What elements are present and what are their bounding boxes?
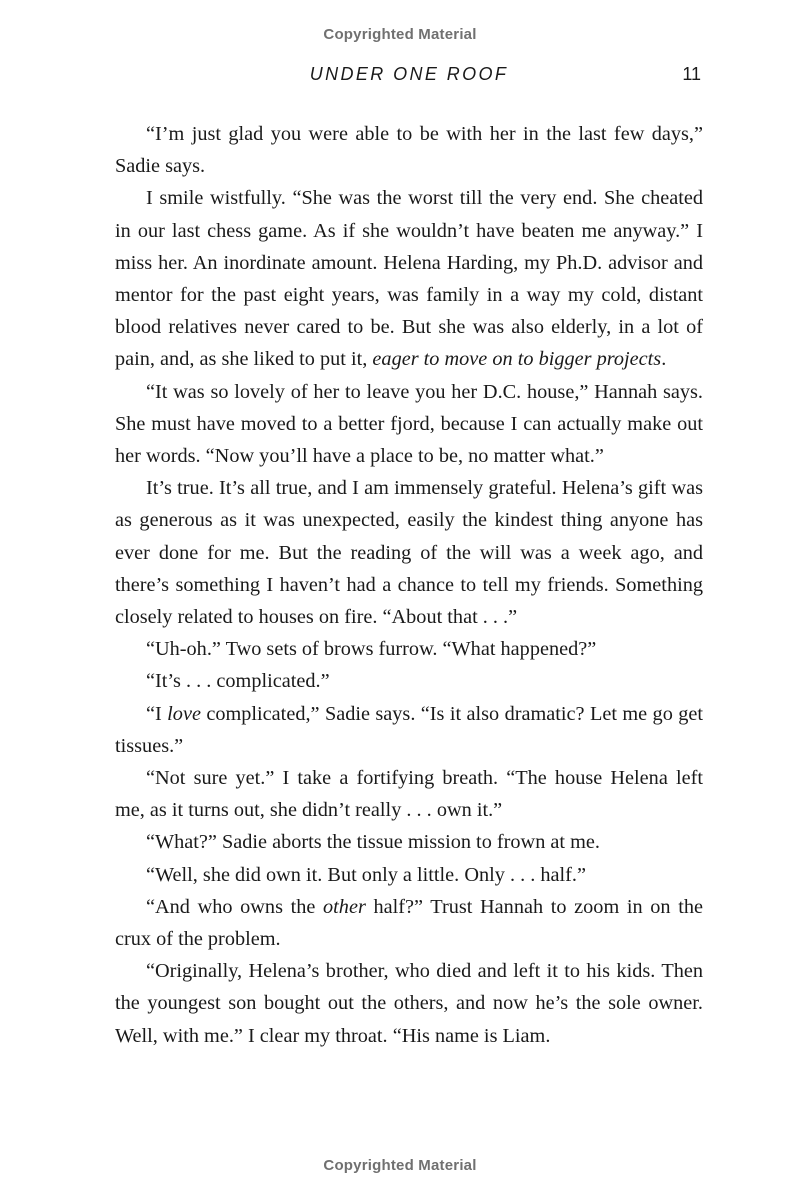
paragraph [115, 955, 703, 1052]
paragraph [115, 826, 703, 858]
running-head [115, 64, 703, 90]
italic-text-run: eager to move on to bigger projects [372, 348, 662, 371]
text-run: . [661, 348, 667, 371]
text-run: “And who owns the [146, 895, 324, 918]
text-run: I smile wistfully. “She was the worst till the very end. She cheated in our last chess game. As if she wouldn’t have beaten me anyway.” I miss her. An inordinate amount. Helena Harding, my Ph.D. advisor and mentor for the past eight years, was family in a way my cold, distant blood relatives never cared to be. But she was also elderly, in a lot of pain, and, as she liked to put it, [115, 187, 703, 371]
paragraph [115, 698, 703, 762]
text-run: half?” Trust Hannah to zoom in on the crux of the problem. [115, 895, 703, 951]
copyright-watermark-top: Copyrighted Material [323, 26, 477, 43]
paragraph [115, 182, 703, 375]
text-run: complicated,” Sadie says. “Is it also dramatic? Let me go get tissues.” [115, 702, 704, 757]
book-title: UNDER ONE ROOF [309, 64, 509, 84]
text-run: “Originally, Helena’s brother, who died and left it to his kids. Then the youngest son bought out the others, and now he’s the sole owner. Well, with me.” I clear my throat. “His name is Liam. [115, 960, 703, 1047]
paragraph [115, 118, 703, 182]
text-run: “It was so lovely of her to leave you her D.C. house,” Hannah says. She must have moved to a better fjord, because I can actually make out her words. “Now you’ll have a place to be, no matter what.” [115, 380, 703, 468]
text-run: “Not sure yet.” I take a fortifying breath. “The house Helena left me, as it turns out, she didn’t really . . . own it.” [115, 767, 703, 822]
text-run: It’s true. It’s all true, and I am immensely grateful. Helena’s gift was as generous as it was unexpected, easily the kindest thing anyone has ever done for me. But the reading of the will was a week ago, and there’s something I haven’t had a chance to tell my friends. Something closely related to houses on fire. “About that . . .” [115, 477, 703, 629]
text-run: “Uh-oh.” Two sets of brows furrow. “What happened?” [146, 638, 597, 661]
paragraph [115, 376, 703, 473]
paragraph [115, 859, 703, 891]
text-run: “What?” Sadie aborts the tissue mission to frown at me. [146, 831, 600, 854]
copyright-watermark-bottom: Copyrighted Material [323, 1157, 477, 1174]
italic-text-run: love [167, 702, 201, 725]
text-run: “Well, she did own it. But only a little. Only . . . half.” [146, 863, 586, 886]
paragraph [115, 472, 703, 633]
text-run: “I [146, 702, 168, 725]
text-run: “It’s . . . complicated.” [146, 670, 330, 693]
paragraph [115, 762, 703, 826]
italic-text-run: other [323, 895, 366, 918]
paragraph [115, 665, 703, 697]
paragraph [115, 633, 703, 665]
page-number: 11 [682, 64, 701, 84]
body-text [115, 118, 703, 1052]
text-run: “I’m just glad you were able to be with her in the last few days,” Sadie says. [115, 123, 703, 178]
paragraph [115, 891, 703, 955]
